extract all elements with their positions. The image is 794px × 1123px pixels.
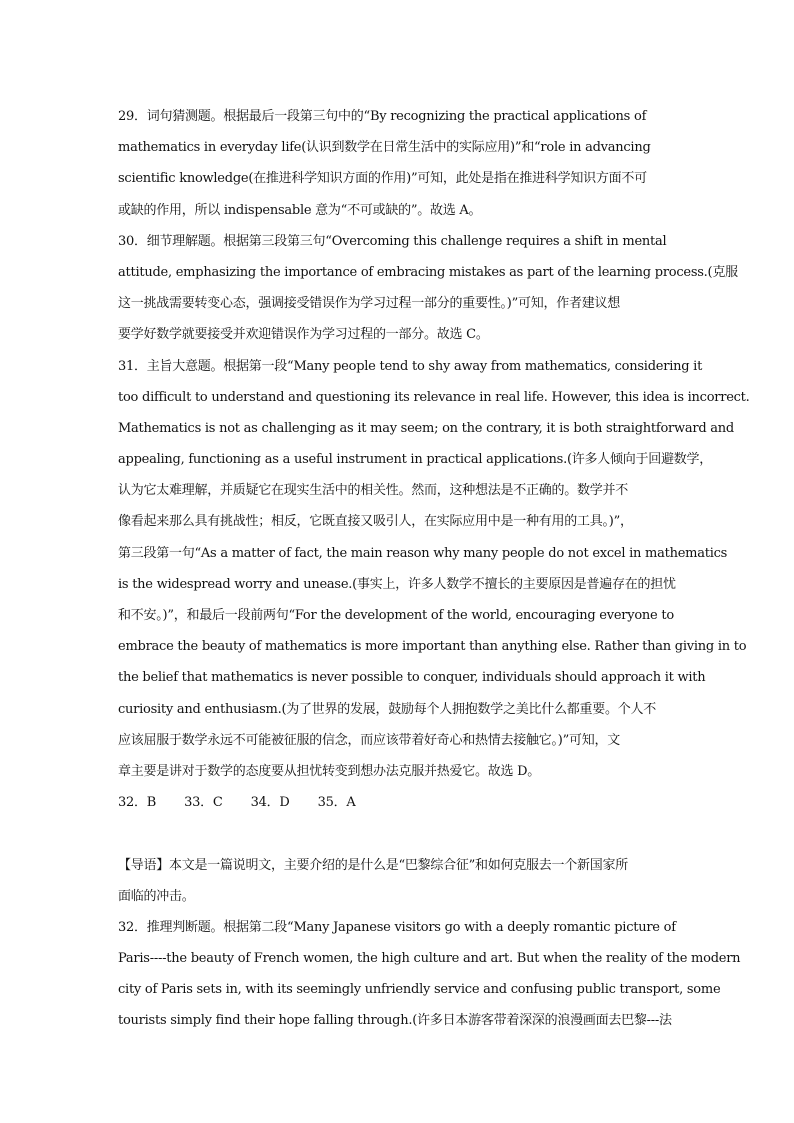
text-line: curiosity and enthusiasm.(为了世界的发展，鼓励每个人拥抱数学之美比什么都重要。个人不 (118, 701, 657, 717)
text-line: Mathematics is not as challenging as it may seem; on the contrary, it is both straightforward and (118, 420, 734, 436)
text-line: 【导语】本文是一篇说明文，主要介绍的是什么是“巴黎综合征”和如何克服去一个新国家所 (118, 857, 629, 873)
text-line: 和不安。)”，和最后一段前两句“For the development of the world, encouraging everyone to (118, 608, 674, 623)
text-line: scientific knowledge(在推进科学知识方面的作用)”可知，此处是指在推进科学知识方面不可 (118, 171, 647, 187)
answer-explanations (118, 101, 750, 1037)
text-line: 应该屈服于数学永远不可能被征服的信念，而应该带着好奇心和热情去接触它。)”可知，文 (118, 732, 620, 748)
text-line: 面临的冲击。 (118, 888, 195, 904)
text-line: 章主要是讲对于数学的态度要从担忧转变到想办法克服并热爱它。故选 D。 (118, 763, 541, 779)
text-line: 29．词句猜测题。根据最后一段第三句中的“By recognizing the practical applications of (118, 109, 647, 124)
answer-key: 35．A (317, 795, 356, 811)
text-line: 32．推理判断题。根据第二段“Many Japanese visitors go with a deeply romantic picture of (118, 919, 676, 935)
blank-line (118, 818, 678, 849)
text-line: attitude, emphasizing the importance of embracing mistakes as part of the learning process.(克服 (118, 264, 738, 280)
text-line: the belief that mathematics is never possible to conquer, individuals should approach it with (118, 670, 706, 686)
answer-key: 33．C (184, 795, 223, 811)
text-line: city of Paris sets in, with its seemingly unfriendly service and confusing public transport, some (118, 982, 721, 998)
text-line: 或缺的作用，所以 indispensable 意为“不可或缺的”。故选 A。 (118, 202, 482, 218)
text-line: 像看起来那么具有挑战性；相反，它既直接又吸引人，在实际应用中是一种有用的工具。)”， (118, 514, 633, 530)
text-line: embrace the beauty of mathematics is more important than anything else. Rather than giving in to (118, 639, 747, 655)
text-line: 这一挑战需要转变心态，强调接受错误作为学习过程一部分的重要性。)”可知，作者建议想 (118, 296, 620, 312)
text-line: too difficult to understand and questioning its relevance in real life. However, this idea is incorrect. (118, 389, 750, 405)
answer-key: 32．B (118, 795, 157, 811)
answer-key-row (118, 787, 678, 818)
text-line: tourists simply find their hope falling through.(许多日本游客带着深深的浪漫画面去巴黎---法 (118, 1013, 672, 1029)
text-line: appealing, functioning as a useful instrument in practical applications.(许多人倾向于回避数学， (118, 452, 713, 468)
text-line: 31．主旨大意题。根据第一段“Many people tend to shy away from mathematics, considering it (118, 358, 703, 374)
text-line: 30．细节理解题。根据第三段第三句“Overcoming this challenge requires a shift in mental (118, 233, 667, 249)
text-line: 要学好数学就要接受并欢迎错误作为学习过程的一部分。故选 C。 (118, 327, 489, 343)
answer-key: 34．D (250, 795, 290, 811)
text-line: 认为它太难理解，并质疑它在现实生活中的相关性。然而，这种想法是不正确的。数学并不 (118, 483, 629, 499)
text-line: is the widespread worry and unease.(事实上，许多人数学不擅长的主要原因是普遍存在的担忧 (118, 576, 676, 592)
text-line: mathematics in everyday life(认识到数学在日常生活中的实际应用)”和“role in advancing (118, 140, 651, 156)
text-line: 第三段第一句“As a matter of fact, the main reason why many people do not excel in mathematics (118, 545, 728, 561)
text-line: Paris----the beauty of French women, the high culture and art. But when the reality of the modern (118, 951, 741, 967)
